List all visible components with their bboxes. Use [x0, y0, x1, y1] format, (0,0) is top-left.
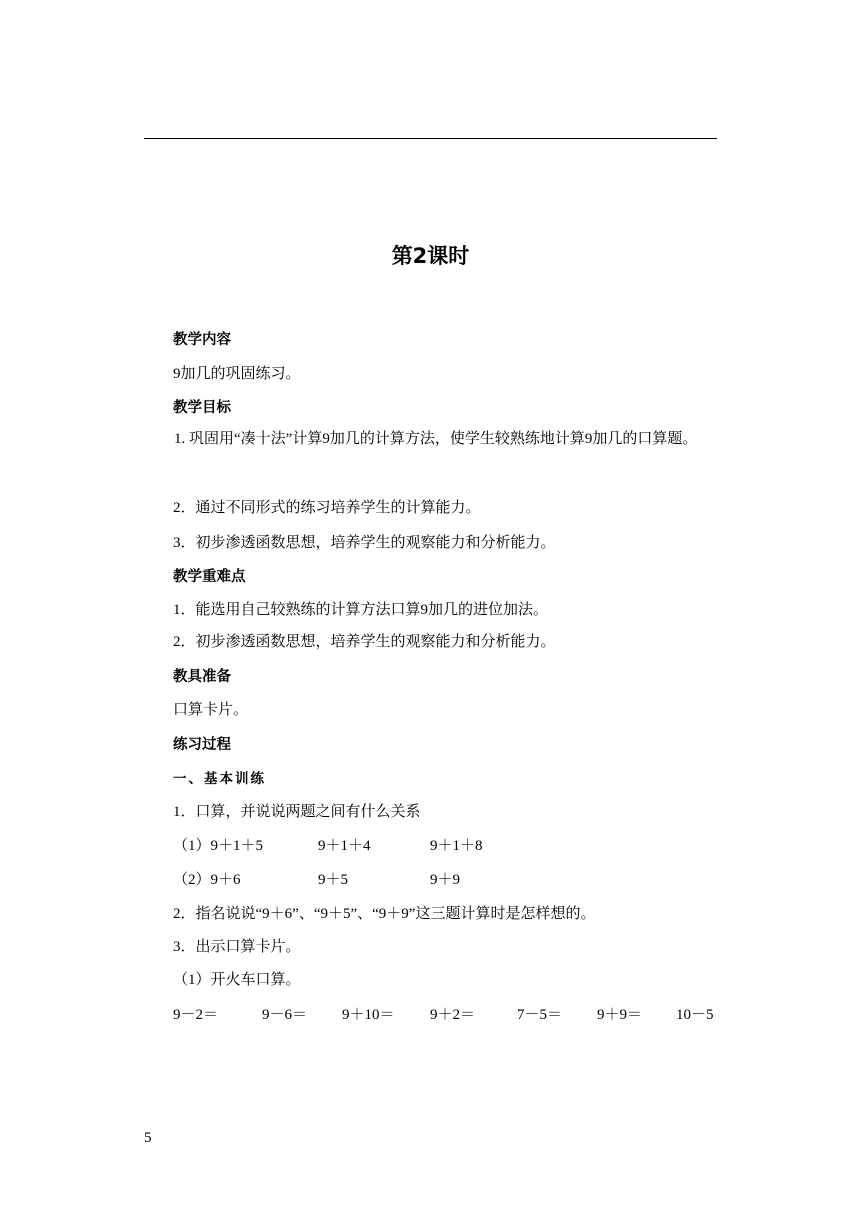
tools-text: 口算卡片。 — [173, 702, 249, 718]
card-expression: 10－5 — [676, 1007, 714, 1023]
card-expression: 9＋2＝ — [430, 1007, 476, 1023]
goals-heading: 教学目标 — [173, 400, 231, 416]
key-1: 1．能选用自己较熟练的计算方法口算9加几的进位加法。 — [173, 602, 549, 618]
card-expression: 9＋9＝ — [597, 1007, 643, 1023]
header-rule — [144, 138, 717, 139]
tools-heading: 教具准备 — [173, 669, 231, 685]
item-3: 3．出示口算卡片。 — [173, 939, 301, 955]
exercise-cell: 9＋9 — [430, 872, 461, 888]
exercise-cell: （2）9＋6 — [173, 872, 241, 888]
basic-training-heading: 一、基本训练 — [173, 771, 266, 787]
item-1: 1．口算，并说说两题之间有什么关系 — [173, 804, 421, 820]
exercise-cell: （1）9＋1＋5 — [173, 838, 264, 854]
process-heading: 练习过程 — [173, 737, 231, 753]
exercise-cell: 9＋1＋8 — [430, 838, 483, 854]
exercise-cell: 9＋5 — [318, 872, 349, 888]
key-heading: 教学重难点 — [173, 569, 246, 585]
card-expression: 9＋10＝ — [342, 1007, 395, 1023]
card-expression: 9－6＝ — [262, 1007, 308, 1023]
key-2: 2．初步渗透函数思想，培养学生的观察能力和分析能力。 — [173, 634, 556, 650]
goal-2: 2．通过不同形式的练习培养学生的计算能力。 — [173, 500, 481, 516]
content-text: 9加几的巩固练习。 — [173, 366, 301, 382]
exercise-cell: 9＋1＋4 — [318, 838, 371, 854]
item-2: 2．指名说说“9＋6”、“9＋5”、“9＋9”这三题计算时是怎样想的。 — [173, 906, 596, 922]
goal-1: 1. 巩固用“凑十法”计算9加几的计算方法，使学生较熟练地计算9加几的口算题。 — [174, 431, 698, 447]
card-expression: 9－2＝ — [173, 1007, 219, 1023]
page-title: 第2课时 — [391, 244, 470, 268]
goal-3: 3．初步渗透函数思想，培养学生的观察能力和分析能力。 — [173, 535, 556, 551]
page-number: 5 — [144, 1130, 152, 1146]
card-expression: 7－5＝ — [517, 1007, 563, 1023]
item-3-sub: （1）开火车口算。 — [173, 972, 301, 988]
content-heading: 教学内容 — [173, 332, 231, 348]
